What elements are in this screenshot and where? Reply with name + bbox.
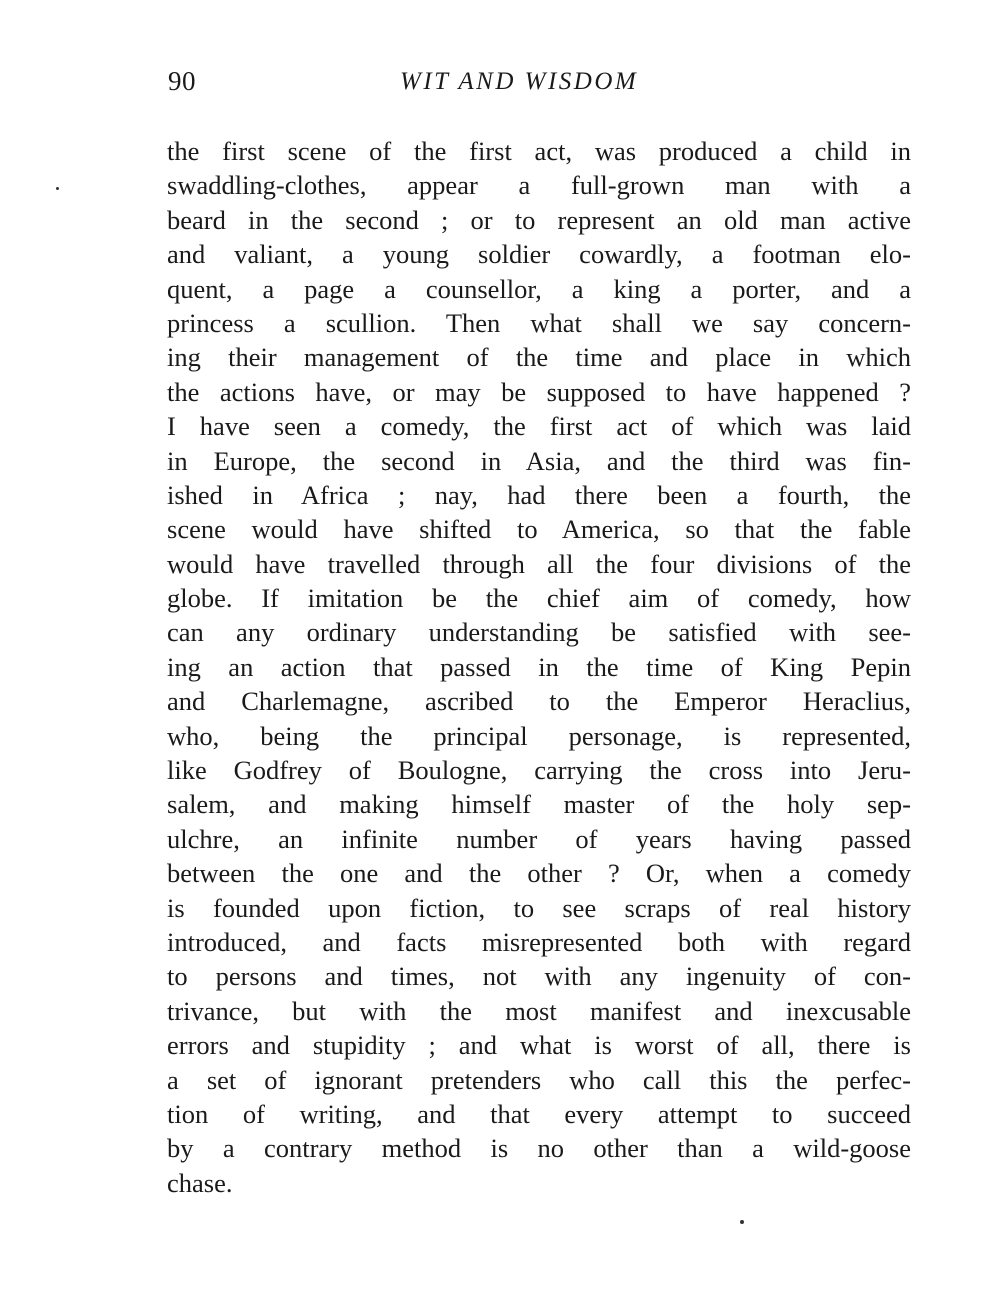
text-line: by a contrary method is no other than a wild-goose [167, 1133, 911, 1164]
text-line: scene would have shifted to America, so that the fable [167, 514, 911, 545]
text-line: can any ordinary understanding be satisfied with see- [167, 617, 911, 648]
text-line: quent, a page a counsellor, a king a porter, and a [167, 273, 911, 304]
text-line: trivance, but with the most manifest and inexcusable [167, 995, 911, 1026]
text-line: in Europe, the second in Asia, and the third was fin- [167, 445, 911, 476]
text-line: introduced, and facts misrepresented both with regard [167, 926, 911, 957]
text-line: the actions have, or may be supposed to have happened ? [167, 376, 911, 407]
text-line: ulchre, an infinite number of years having passed [167, 823, 911, 854]
running-title: WIT AND WISDOM [400, 68, 639, 95]
text-line: chase. [167, 1167, 233, 1198]
text-line: ished in Africa ; nay, had there been a fourth, the [167, 479, 911, 510]
text-line: princess a scullion. Then what shall we say concern- [167, 307, 911, 338]
text-line: is founded upon fiction, to see scraps of real history [167, 892, 911, 923]
text-line: salem, and making himself master of the holy sep- [167, 789, 911, 820]
scan-speck [740, 1220, 744, 1224]
text-line: errors and stupidity ; and what is worst of all, there is [167, 1030, 911, 1061]
scan-speck [56, 187, 59, 190]
text-line: tion of writing, and that every attempt to succeed [167, 1098, 911, 1129]
text-line: who, being the principal personage, is represented, [167, 720, 911, 751]
text-line: like Godfrey of Boulogne, carrying the cross into Jeru- [167, 755, 911, 786]
text-line: a set of ignorant pretenders who call this the perfec- [167, 1064, 911, 1095]
page-number: 90 [168, 66, 196, 96]
text-line: I have seen a comedy, the first act of which was laid [167, 411, 911, 442]
text-line: the first scene of the first act, was produced a child in [167, 136, 911, 166]
text-line: to persons and times, not with any ingenuity of con- [167, 961, 911, 992]
text-line: and Charlemagne, ascribed to the Emperor Heraclius, [167, 686, 911, 717]
text-line: ing their management of the time and place in which [167, 342, 911, 373]
text-line: swaddling-clothes, appear a full-grown man with a [167, 170, 911, 201]
text-line: globe. If imitation be the chief aim of comedy, how [167, 583, 911, 614]
text-line: and valiant, a young soldier cowardly, a footman elo- [167, 239, 911, 270]
body-text [167, 134, 911, 1200]
text-line: beard in the second ; or to represent an old man active [167, 204, 911, 235]
text-line: would have travelled through all the four divisions of the [167, 548, 911, 579]
text-line: ing an action that passed in the time of King Pepin [167, 651, 911, 682]
text-line: between the one and the other ? Or, when a comedy [167, 858, 911, 889]
